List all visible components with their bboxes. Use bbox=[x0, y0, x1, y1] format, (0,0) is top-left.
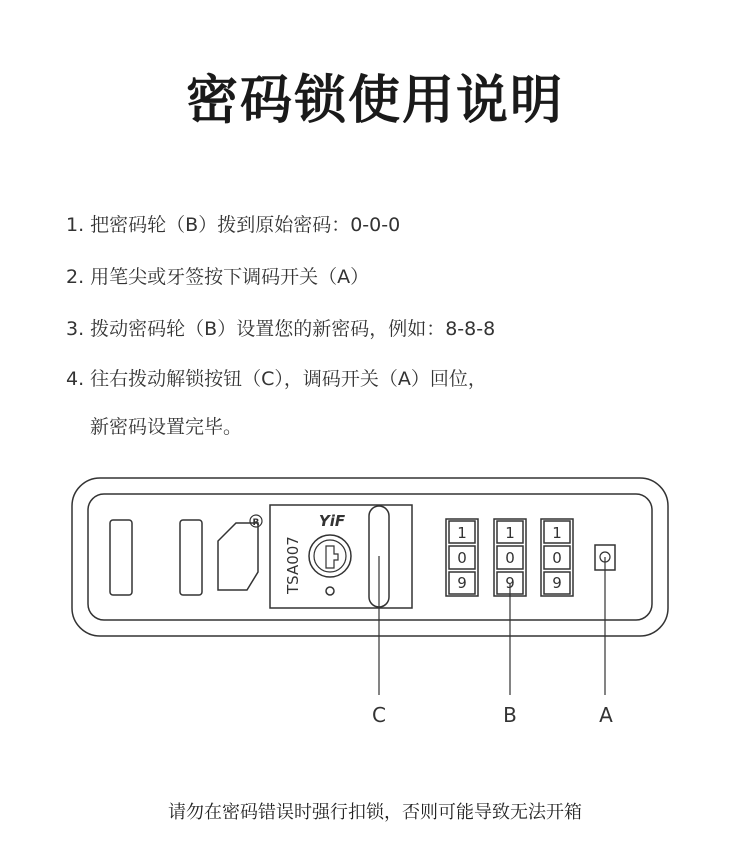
label-a: A bbox=[599, 703, 613, 727]
tsa-logo-icon bbox=[218, 523, 258, 590]
key-cylinder-icon bbox=[309, 535, 351, 577]
label-c: C bbox=[372, 703, 386, 727]
dial-1-bottom-digit: 9 bbox=[457, 574, 467, 592]
step-4: 4. 往右拨动解锁按钮（C），调码开关（A）回位， bbox=[66, 368, 487, 390]
slot-left bbox=[110, 520, 132, 595]
label-b: B bbox=[503, 703, 517, 727]
brand-label: YiF bbox=[318, 512, 346, 530]
dial-3-bottom-digit: 9 bbox=[552, 574, 562, 592]
dial-2-top-digit: 1 bbox=[505, 524, 515, 542]
dial-3-middle-digit: 0 bbox=[552, 549, 562, 567]
dial-2-bottom-digit: 9 bbox=[505, 574, 515, 592]
registered-mark-text: R bbox=[252, 518, 260, 528]
step-1: 1. 把密码轮（B）拨到原始密码：0-0-0 bbox=[66, 214, 401, 236]
step-4-continuation: 新密码设置完毕。 bbox=[90, 416, 243, 438]
slot-right bbox=[180, 520, 202, 595]
model-label: TSA007 bbox=[284, 536, 302, 594]
keyhole-icon bbox=[326, 546, 338, 568]
step-2: 2. 用笔尖或牙签按下调码开关（A） bbox=[66, 266, 370, 288]
dial-3-top-digit: 1 bbox=[552, 524, 562, 542]
indicator-dot bbox=[326, 587, 334, 595]
step-3: 3. 拨动密码轮（B）设置您的新密码，例如：8-8-8 bbox=[66, 318, 496, 340]
page-title: 密码锁使用说明 bbox=[185, 71, 564, 131]
lock-body-outer bbox=[72, 478, 668, 636]
dial-1-top-digit: 1 bbox=[457, 524, 467, 542]
warning-note: 请勿在密码错误时强行扣锁，否则可能导致无法开箱 bbox=[168, 802, 582, 823]
dial-2-middle-digit: 0 bbox=[505, 549, 515, 567]
dial-1-middle-digit: 0 bbox=[457, 549, 467, 567]
